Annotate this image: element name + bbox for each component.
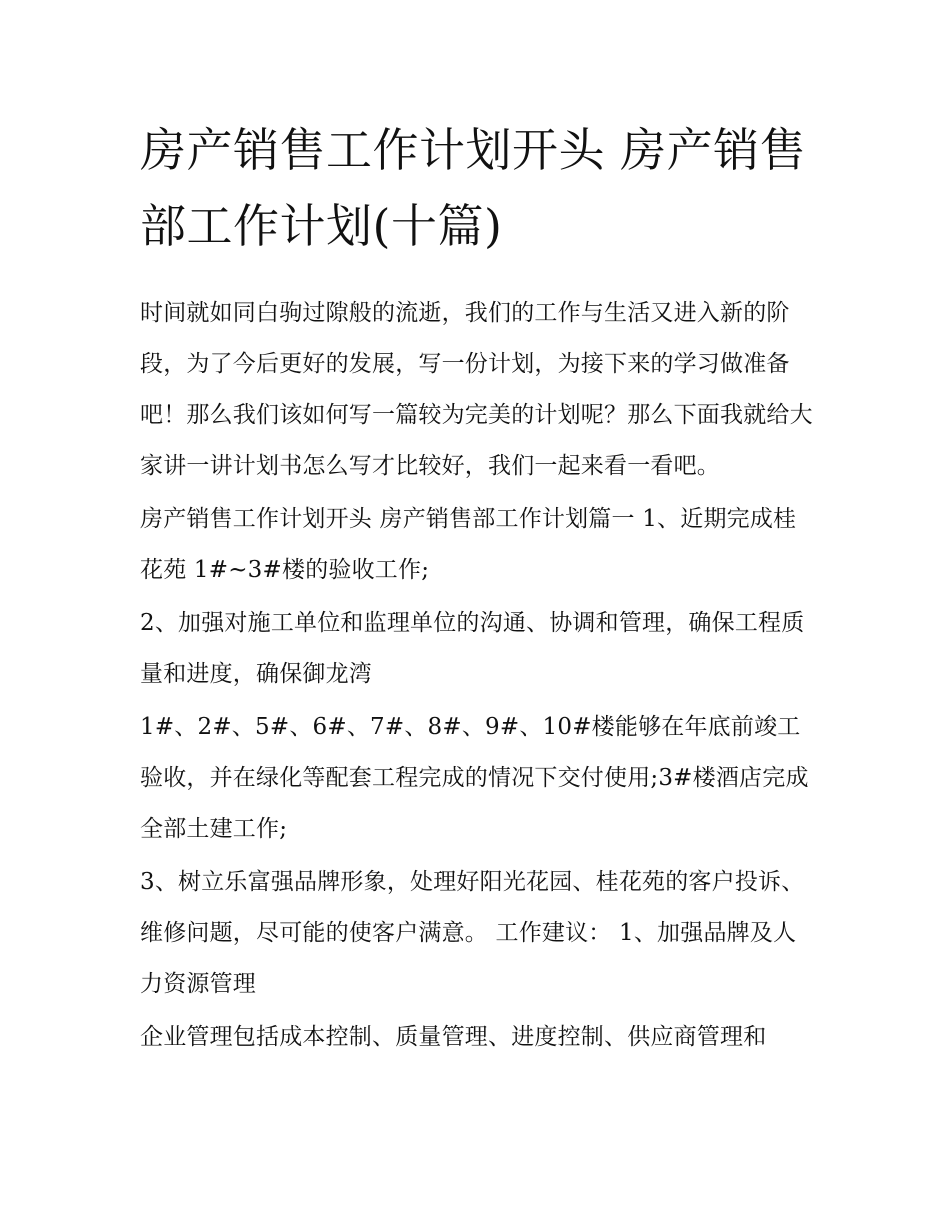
document-title: 房产销售工作计划开头 房产销售部工作计划(十篇)	[140, 123, 807, 253]
paragraph-intro: 时间就如同白驹过隙般的流逝，我们的工作与生活又进入新的阶段，为了今后更好的发展，写一份计划，为接下来的学习做准备吧！那么我们该如何写一篇较为完美的计划呢？那么下面我就给大家讲一讲计划书怎么写才比较好，我们一起来看一看吧。	[140, 300, 813, 479]
paragraph-plan-item-3: 3、树立乐富强品牌形象，处理好阳光花园、桂花苑的客户投诉、维修问题，尽可能的使客户满意。 工作建议： 1、加强品牌及人力资源管理	[140, 869, 805, 997]
paragraph-plan-item-2: 2、加强对施工单位和监理单位的沟通、协调和管理，确保工程质量和进度，确保御龙湾	[140, 610, 805, 687]
paragraph-plan-item-2-cont: 1#、2#、5#、6#、7#、8#、9#、10#楼能够在年底前竣工验收，并在绿化等配套工程完成的情况下交付使用;3#楼酒店完成全部土建工作;	[140, 714, 809, 842]
paragraph-plan-item-1: 房产销售工作计划开头 房产销售部工作计划篇一 1、近期完成桂花苑 1#~3#楼的验收工作;	[140, 506, 797, 583]
paragraph-management: 企业管理包括成本控制、质量管理、进度控制、供应商管理和	[140, 1024, 767, 1050]
document-page	[140, 112, 816, 1065]
